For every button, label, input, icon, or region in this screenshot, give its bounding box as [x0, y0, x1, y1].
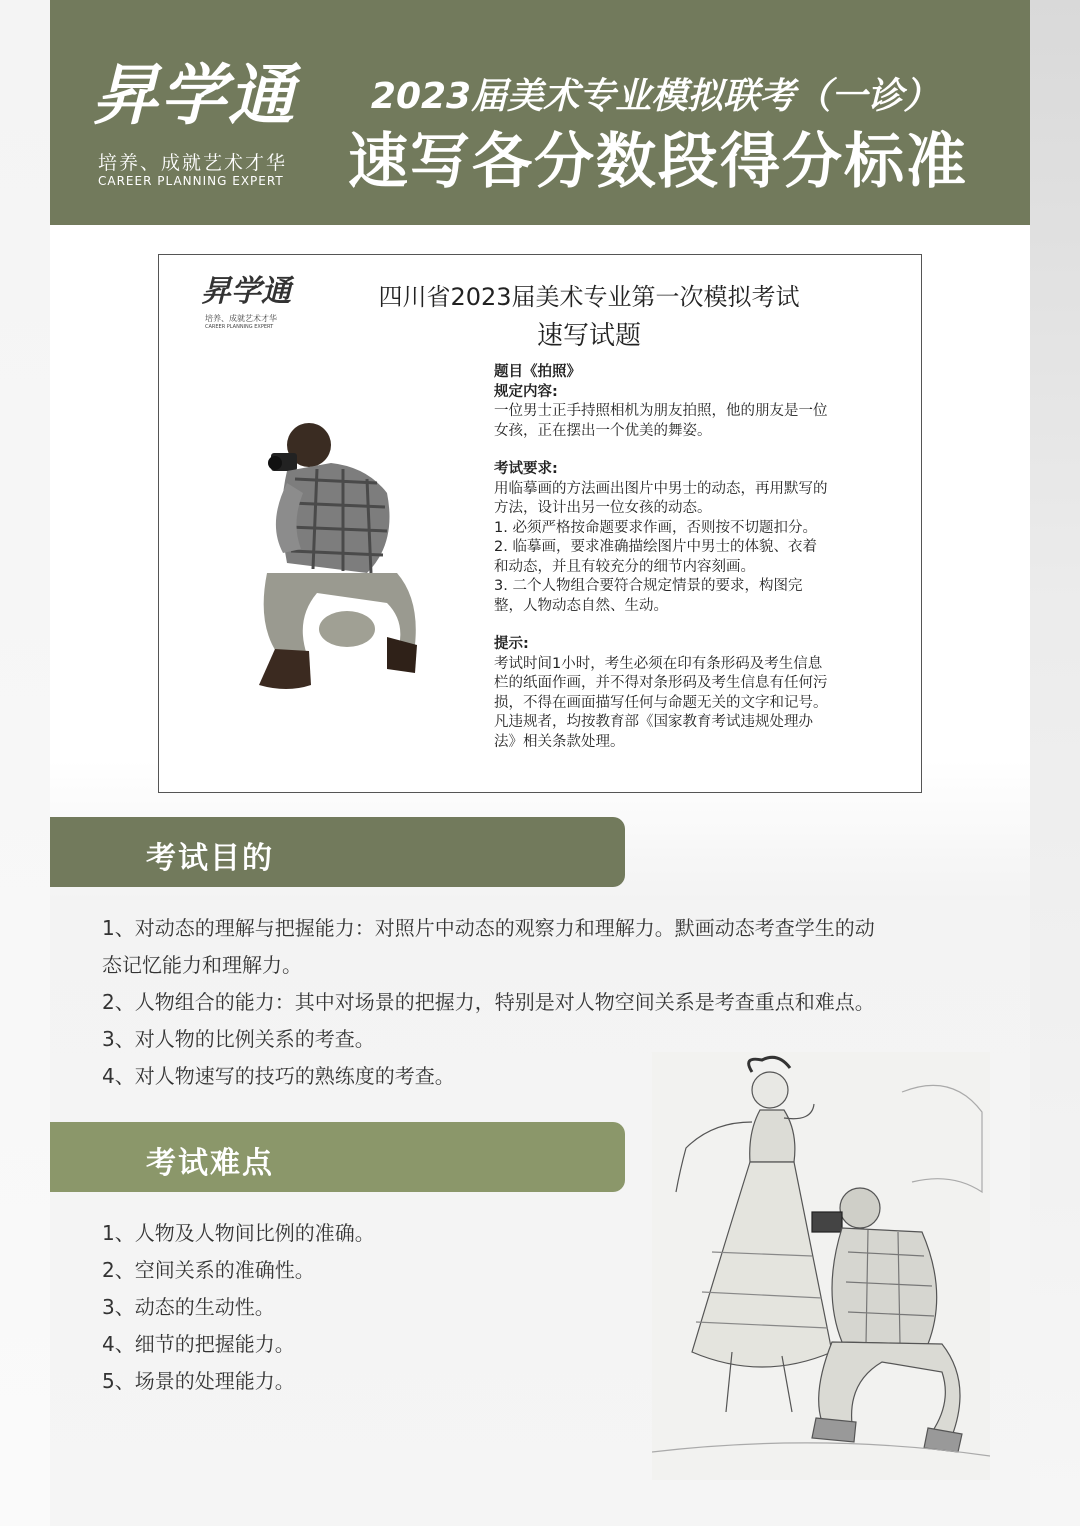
tips-heading: 提示: — [494, 636, 529, 652]
exam-logo-english: CAREER PLANNING EXPERT — [205, 324, 274, 330]
list-item: 态记忆能力和理解力。 — [102, 953, 302, 977]
exam-instructions — [494, 363, 886, 752]
requirement-line: 和动态，并且有较充分的细节内容刻画。 — [494, 558, 755, 575]
right-margin — [1030, 0, 1080, 1526]
brand-english: CAREER PLANNING EXPERT — [98, 174, 284, 188]
tip-line: 考试时间1小时，考生必须在印有条形码及考生信息 — [494, 655, 823, 672]
page-subtitle: 2023届美术专业模拟联考（一诊） — [370, 76, 940, 117]
list-item: 1、对动态的理解与把握能力：对照片中动态的观察力和理解力。默画动态考查学生的动 — [102, 916, 875, 940]
requirement-line: 2. 临摹画，要求准确描绘图片中男士的体貌、衣着 — [494, 539, 817, 555]
exam-logo-slogan: 培养、成就艺术才华 — [205, 314, 277, 323]
list-item: 4、对人物速写的技巧的熟练度的考查。 — [102, 1064, 455, 1088]
section-title-difficulty: 考试难点 — [146, 1146, 274, 1181]
exam-logo: 昇学通 — [201, 274, 291, 309]
exam-title: 四川省2023届美术专业第一次模拟考试 — [378, 283, 800, 311]
exam-subtitle: 速写试题 — [536, 321, 641, 351]
list-item: 2、空间关系的准确性。 — [102, 1258, 315, 1282]
section-header-purpose — [50, 817, 625, 887]
section-title-purpose: 考试目的 — [146, 841, 274, 876]
content-line: 女孩，正在摆出一个优美的舞姿。 — [494, 422, 712, 439]
requirement-line: 1. 必须严格按命题要求作画，否则按不切题扣分。 — [494, 519, 817, 536]
tip-line: 法》相关条款处理。 — [494, 733, 625, 750]
tip-line: 损，不得在画面描写任何与命题无关的文字和记号。 — [494, 694, 828, 711]
requirement-line: 用临摹画的方法画出图片中男士的动态，再用默写的 — [494, 480, 828, 497]
list-item: 4、细节的把握能力。 — [102, 1332, 295, 1356]
requirement-line: 整，人物动态自然、生动。 — [494, 597, 668, 614]
photographer-photo — [247, 423, 427, 699]
page-title: 速写各分数段得分标准 — [348, 127, 968, 197]
exam-topic: 题目《拍照》 — [494, 364, 581, 380]
content-heading: 规定内容: — [494, 383, 558, 400]
list-item: 3、动态的生动性。 — [102, 1295, 275, 1319]
list-item: 2、人物组合的能力：其中对场景的把握力，特别是对人物空间关系是考查重点和难点。 — [102, 990, 875, 1014]
section-header-difficulty — [50, 1122, 625, 1192]
requirement-line: 3. 二个人物组合要符合规定情景的要求，构图完 — [494, 578, 803, 594]
brand-slogan: 培养、成就艺术才华 — [98, 152, 288, 174]
exam-paper — [158, 254, 922, 793]
content-line: 一位男士正手持照相机为朋友拍照，他的朋友是一位 — [494, 403, 828, 419]
list-item: 1、人物及人物间比例的准确。 — [102, 1221, 375, 1245]
list-item: 3、对人物的比例关系的考查。 — [102, 1027, 375, 1051]
left-margin — [0, 0, 50, 1526]
header-banner — [50, 0, 1030, 225]
requirements-heading: 考试要求: — [494, 461, 558, 477]
tip-line: 凡违规者，均按教育部《国家教育考试违规处理办 — [494, 714, 813, 730]
requirement-line: 方法，设计出另一位女孩的动态。 — [494, 500, 712, 516]
brand-logo: 昇学通 — [92, 56, 296, 134]
tip-line: 栏的纸面作画，并不得对条形码及考生信息有任何污 — [494, 675, 828, 691]
list-item: 5、场景的处理能力。 — [102, 1369, 295, 1393]
sample-sketch-illustration — [652, 1052, 990, 1480]
